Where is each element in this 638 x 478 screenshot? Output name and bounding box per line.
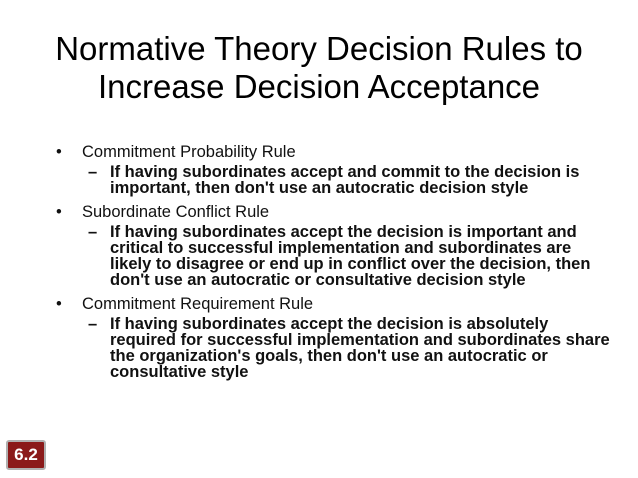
rule-detail xyxy=(88,224,612,288)
bullet-icon: • xyxy=(56,295,62,313)
slide-title-line-1: Normative Theory Decision Rules to xyxy=(55,30,583,67)
slide-title-line-2: Increase Decision Acceptance xyxy=(97,68,541,105)
bullet-icon: • xyxy=(56,203,62,221)
slide-title xyxy=(20,30,618,106)
rule-subordinate-conflict xyxy=(52,202,612,288)
rule-heading xyxy=(52,202,612,222)
rules-list xyxy=(52,142,612,386)
rule-commitment-requirement xyxy=(52,294,612,380)
slide-number-label: 6.2 xyxy=(14,445,38,464)
slide-number-badge xyxy=(6,440,46,470)
rule-detail-text: If having subordinates accept and commit to the decision is important, then don't use an autocratic decision style xyxy=(110,163,580,197)
rule-detail xyxy=(88,164,612,196)
rule-heading-text: Commitment Probability Rule xyxy=(82,143,296,161)
dash-icon: – xyxy=(88,223,98,241)
bullet-icon: • xyxy=(56,143,62,161)
rule-heading xyxy=(52,294,612,314)
dash-icon: – xyxy=(88,163,98,181)
dash-icon: – xyxy=(88,315,98,333)
rule-detail-text: If having subordinates accept the decision is important and critical to successful implementation and subordinates are likely to disagree or end up in conflict over the decision, then don't use an autocratic or consultative decision style xyxy=(110,223,591,289)
rule-detail xyxy=(88,316,612,380)
rule-commitment-probability xyxy=(52,142,612,196)
rule-heading-text: Commitment Requirement Rule xyxy=(82,295,314,313)
rule-heading-text: Subordinate Conflict Rule xyxy=(82,203,270,221)
rule-heading xyxy=(52,142,612,162)
rule-detail-text: If having subordinates accept the decision is absolutely required for successful implementation and subordinates share the organization's goals, then don't use an autocratic or consultative style xyxy=(110,315,610,381)
